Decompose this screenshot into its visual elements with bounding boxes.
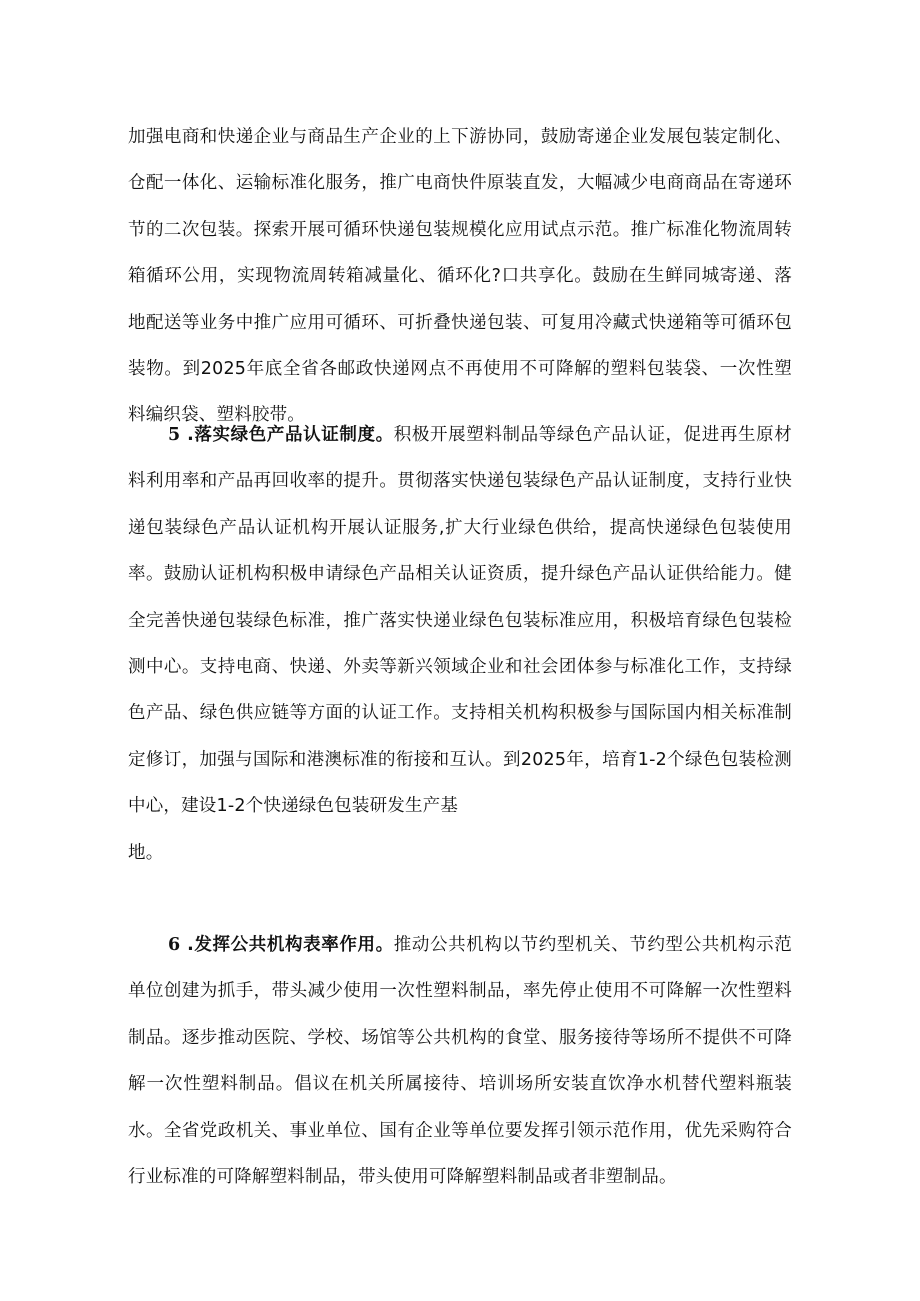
section-5-title: .落实绿色产品认证制度。	[187, 425, 394, 445]
section-5-block	[128, 412, 792, 876]
intro-paragraph: 加强电商和快递企业与商品生产企业的上下游协同，鼓励寄递企业发展包装定制化、仓配一体化、运输标准化服务，推广电商快件原装直发，大幅减少电商商品在寄递环节的二次包装。探索开展可循环快递包装规模化应用试点示范。推广标准化物流周转箱循环公用，实现物流周转箱减量化、循环化?口共享化。鼓励在生鲜同城寄递、落地配送等业务中推广应用可循环、可折叠快递包装、可复用冷藏式快递箱等可循环包装物。到2025年底全省各邮政快递网点不再使用不可降解的塑料包装袋、一次性塑料编织袋、塑料胶带。	[128, 127, 792, 426]
section-5-tail: 地。	[128, 842, 164, 863]
section-5-number: 5	[168, 425, 181, 445]
section-6-body: 推动公共机构以节约型机关、节约型公共机构示范单位创建为抓手，带头减少使用一次性塑料制品，率先停止使用不可降解一次性塑料制品。逐步推动医院、学校、场馆等公共机构的食堂、服务接待等场所不提供不可降解一次性塑料制品。倡议在机关所属接待、培训场所安装直饮净水机替代塑料瓶装水。全省党政机关、事业单位、国有企业等单位要发挥引领示范作用，优先采购符合行业标准的可降解塑料制品，带头使用可降解塑料制品或者非塑制品。	[128, 935, 792, 1188]
section-5-heading	[168, 425, 394, 445]
section-5-paragraph	[128, 412, 792, 830]
section-6-title: .发挥公共机构表率作用。	[187, 935, 394, 955]
section-5-body: 积极开展塑料制品等绿色产品认证，促进再生原材料利用率和产品再回收率的提升。贯彻落实快递包装绿色产品认证制度，支持行业快递包装绿色产品认证机构开展认证服务,扩大行业绿色供给，提高快递绿色包装使用率。鼓励认证机构积极申请绿色产品相关认证资质，提升绿色产品认证供给能力。健全完善快递包装绿色标准，推广落实快递业绿色包装标准应用，积极培育绿色包装检测中心。支持电商、快递、外卖等新兴领域企业和社会团体参与标准化工作，支持绿色产品、绿色供应链等方面的认证工作。支持相关机构积极参与国际国内相关标准制定修订，加强与国际和港澳标准的衔接和互认。到2025年，培育1-2个绿色包装检测中心，建设1-2个快递绿色包装研发生产基	[128, 425, 792, 817]
section-6-paragraph	[128, 922, 792, 1200]
intro-block	[128, 114, 792, 439]
section-6-number: 6	[168, 935, 181, 955]
section-6-block	[128, 922, 792, 1200]
section-6-heading	[168, 935, 394, 955]
